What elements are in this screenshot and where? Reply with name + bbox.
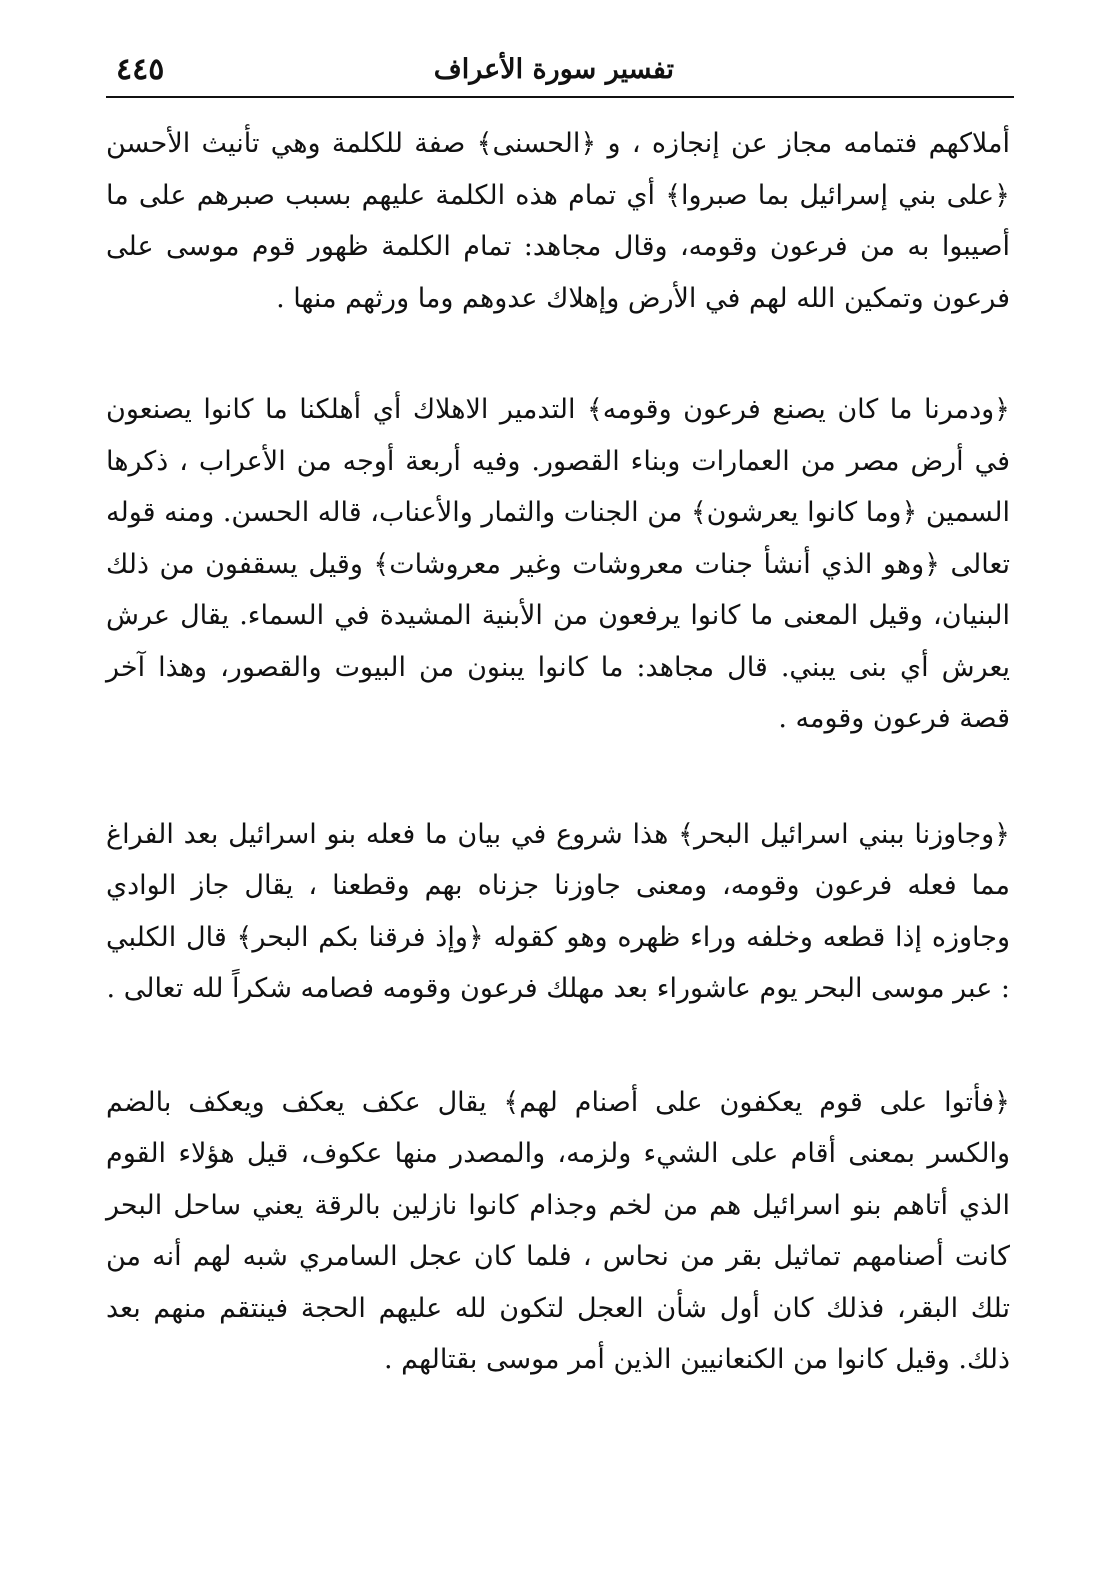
page-number: ٤٤٥ [116, 52, 165, 87]
page-header [106, 52, 1014, 94]
paragraph: ﴿ودمرنا ما كان يصنع فرعون وقومه﴾ التدمير الاهلاك أي أهلكنا ما كانوا يصنعون في أرض مصر من العمارات وبناء القصور. وفيه أربعة أوجه من الأعراب ، ذكرها السمين ﴿وما كانوا يعرشون﴾ من الجنات والثمار والأعناب، قاله الحسن. ومنه قوله تعالى ﴿وهو الذي أنشأ جنات معروشات وغير معروشات﴾ وقيل يسقفون من ذلك البنيان، وقيل المعنى ما كانوا يرفعون من الأبنية المشيدة في السماء. يقال عرش يعرش أي بنى يبني. قال مجاهد: ما كانوا يبنون من البيوت والقصور، وهذا آخر قصة فرعون وقومه . [106, 394, 1010, 734]
paragraph: ﴿فأتوا على قوم يعكفون على أصنام لهم﴾ يقال عكف يعكف ويعكف بالضم والكسر بمعنى أقام على الشيء ولزمه، والمصدر منها عكوف، قيل هؤلاء القوم الذي أتاهم بنو اسرائيل هم من لخم وجذام كانوا نازلين بالرقة يعني ساحل البحر كانت أصنامهم تماثيل بقر من نحاس ، فلما كان عجل السامري شبه لهم أنه من تلك البقر، فذلك كان أول شأن العجل لتكون لله عليهم الحجة فينتقم منهم بعد ذلك. وقيل كانوا من الكنعانيين الذين أمر موسى بقتالهم . [106, 1086, 1010, 1375]
paragraph: ﴿وجاوزنا ببني اسرائيل البحر﴾ هذا شروع في بيان ما فعله بنو اسرائيل بعد الفراغ مما فعله فرعون وقومه، ومعنى جاوزنا جزناه بهم وقطعنا ، يقال جاز الوادي وجاوزه إذا قطعه وخلفه وراء ظهره وهو كقوله ﴿وإذ فرقنا بكم البحر﴾ قال الكلبي : عبر موسى البحر يوم عاشوراء بعد مهلك فرعون وقومه فصامه شكراً لله تعالى . [106, 818, 1010, 1004]
header-rule [106, 96, 1014, 98]
page-body [106, 118, 1010, 1386]
paragraph: أملاكهم فتمامه مجاز عن إنجازه ، و ﴿الحسنى﴾ صفة للكلمة وهي تأنيث الأحسن ﴿على بني إسرائيل بما صبروا﴾ أي تمام هذه الكلمة عليهم بسبب صبرهم على ما أصيبوا به من فرعون وقومه، وقال مجاهد: تمام الكلمة ظهور قوم موسى على فرعون وتمكين الله لهم في الأرض وإهلاك عدوهم وما ورثهم منها . [106, 128, 1010, 314]
running-title: تفسير سورة الأعراف [433, 54, 674, 85]
